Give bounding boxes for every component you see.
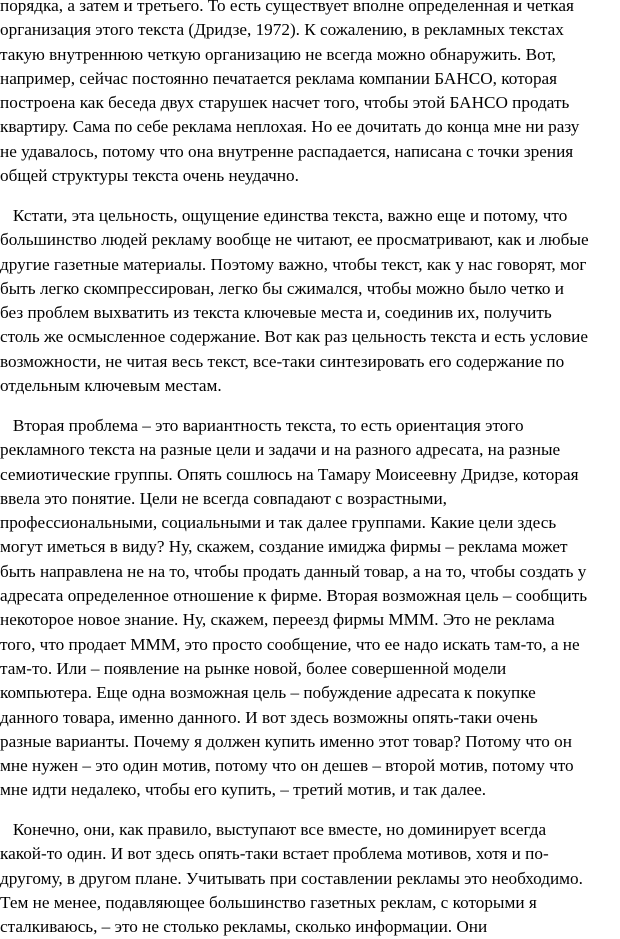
text-line: большинство людей рекламу вообще не читают, ее просматривают, как и любые (0, 230, 589, 250)
text-line: другому, в другом плане. Учитывать при составлении рекламы это необходимо. (0, 868, 583, 888)
text-line: адресата определенное отношение к фирме. Вторая возможная цель – сообщить (0, 586, 588, 606)
text-line: компьютера. Еще одна возможная цель – побуждение адресата к покупке (0, 683, 536, 703)
text-line: Конечно, они, как правило, выступают все вместе, но доминирует всегда (0, 820, 547, 839)
text-line: такую внутреннюю четкую организацию не всегда можно обнаружить. Вот, (0, 44, 556, 64)
text-line: например, сейчас постоянно печатается реклама компании БАНСО, которая (0, 68, 558, 88)
text-line: не удавалось, потому что она внутренне распадается, написана с точки зрения (0, 141, 574, 161)
text-line: рекламного текста на разные цели и задачи и на разного адресата, на разные (0, 440, 561, 460)
text-line: разные варианты. Почему я должен купить именно этот товар? Потому что он (0, 731, 572, 751)
text-line: столь же осмысленное содержание. Вот как раз цельность текста и есть условие (0, 327, 588, 347)
text-line: ввела это понятие. Цели не всегда совпадают с возрастными, (0, 488, 447, 508)
text-line: могут иметься в виду? Ну, скажем, создание имиджа фирмы – реклама может (0, 537, 568, 557)
text-line: мне нужен – это один мотив, потому что он дешев – второй мотив, потому что (0, 756, 574, 776)
text-line: там-то. Или – появление на рынке новой, более совершенной модели (0, 658, 507, 678)
text-line: Вторая проблема – это вариантность текста, то есть ориентация этого (0, 416, 524, 435)
text-line: построена как беседа двух старушек насчет того, чтобы этой БАНСО продать (0, 93, 570, 113)
text-line: быть направлена не на то, чтобы продать данный товар, а на то, чтобы создать у (0, 561, 587, 581)
text-line: организация этого текста (Дридзе, 1972). К сожалению, в рекламных текстах (0, 20, 564, 40)
text-line: того, что продает МММ, это просто сообщение, что ее надо искать там-то, а не (0, 634, 580, 654)
text-line: сталкиваюсь, – это не столько рекламы, сколько информации. Они (0, 917, 488, 937)
text-line: квартиру. Сама по себе реклама неплохая. Но ее дочитать до конца мне ни разу (0, 117, 580, 137)
text-line: профессиональными, социальными и так далее группами. Какие цели здесь (0, 513, 557, 533)
paragraph-2 (0, 204, 589, 398)
text-line: семиотические группы. Опять сошлюсь на Тамару Моисеевну Дридзе, которая (0, 464, 579, 484)
paragraph-1 (0, 0, 579, 188)
text-line: данного товара, именно данного. И вот здесь возможны опять-таки очень (0, 707, 538, 727)
paragraph-3 (0, 414, 587, 803)
text-line: какой-то один. И вот здесь опять-таки встает проблема мотивов, хотя и по- (0, 844, 549, 864)
text-line: некоторое новое знание. Ну, скажем, переезд фирмы МММ. Это не реклама (0, 610, 555, 630)
paragraph-4 (0, 818, 583, 939)
text-line: Тем не менее, подавляющее большинство газетных реклам, с которыми я (0, 892, 537, 912)
text-line: возможности, не читая весь текст, все-таки синтезировать его содержание по (0, 351, 565, 371)
text-line: другие газетные материалы. Поэтому важно, чтобы текст, как у нас говорят, мог (0, 254, 587, 274)
text-line: мне идти недалеко, чтобы его купить, – третий мотив, и так далее. (0, 780, 487, 800)
text-line: Кстати, эта цельность, ощущение единства текста, важно еще и потому, что (0, 206, 568, 225)
text-line: порядка, а затем и третьего. То есть существует вполне определенная и четкая (0, 0, 574, 15)
text-line: быть легко скомпрессирован, легко бы сжимался, чтобы можно было четко и (0, 278, 564, 298)
text-line: отдельным ключевым местам. (0, 376, 222, 396)
text-line: общей структуры текста очень неудачно. (0, 166, 299, 186)
text-line: без проблем выхватить из текста ключевые места и, соединив их, получить (0, 303, 552, 323)
